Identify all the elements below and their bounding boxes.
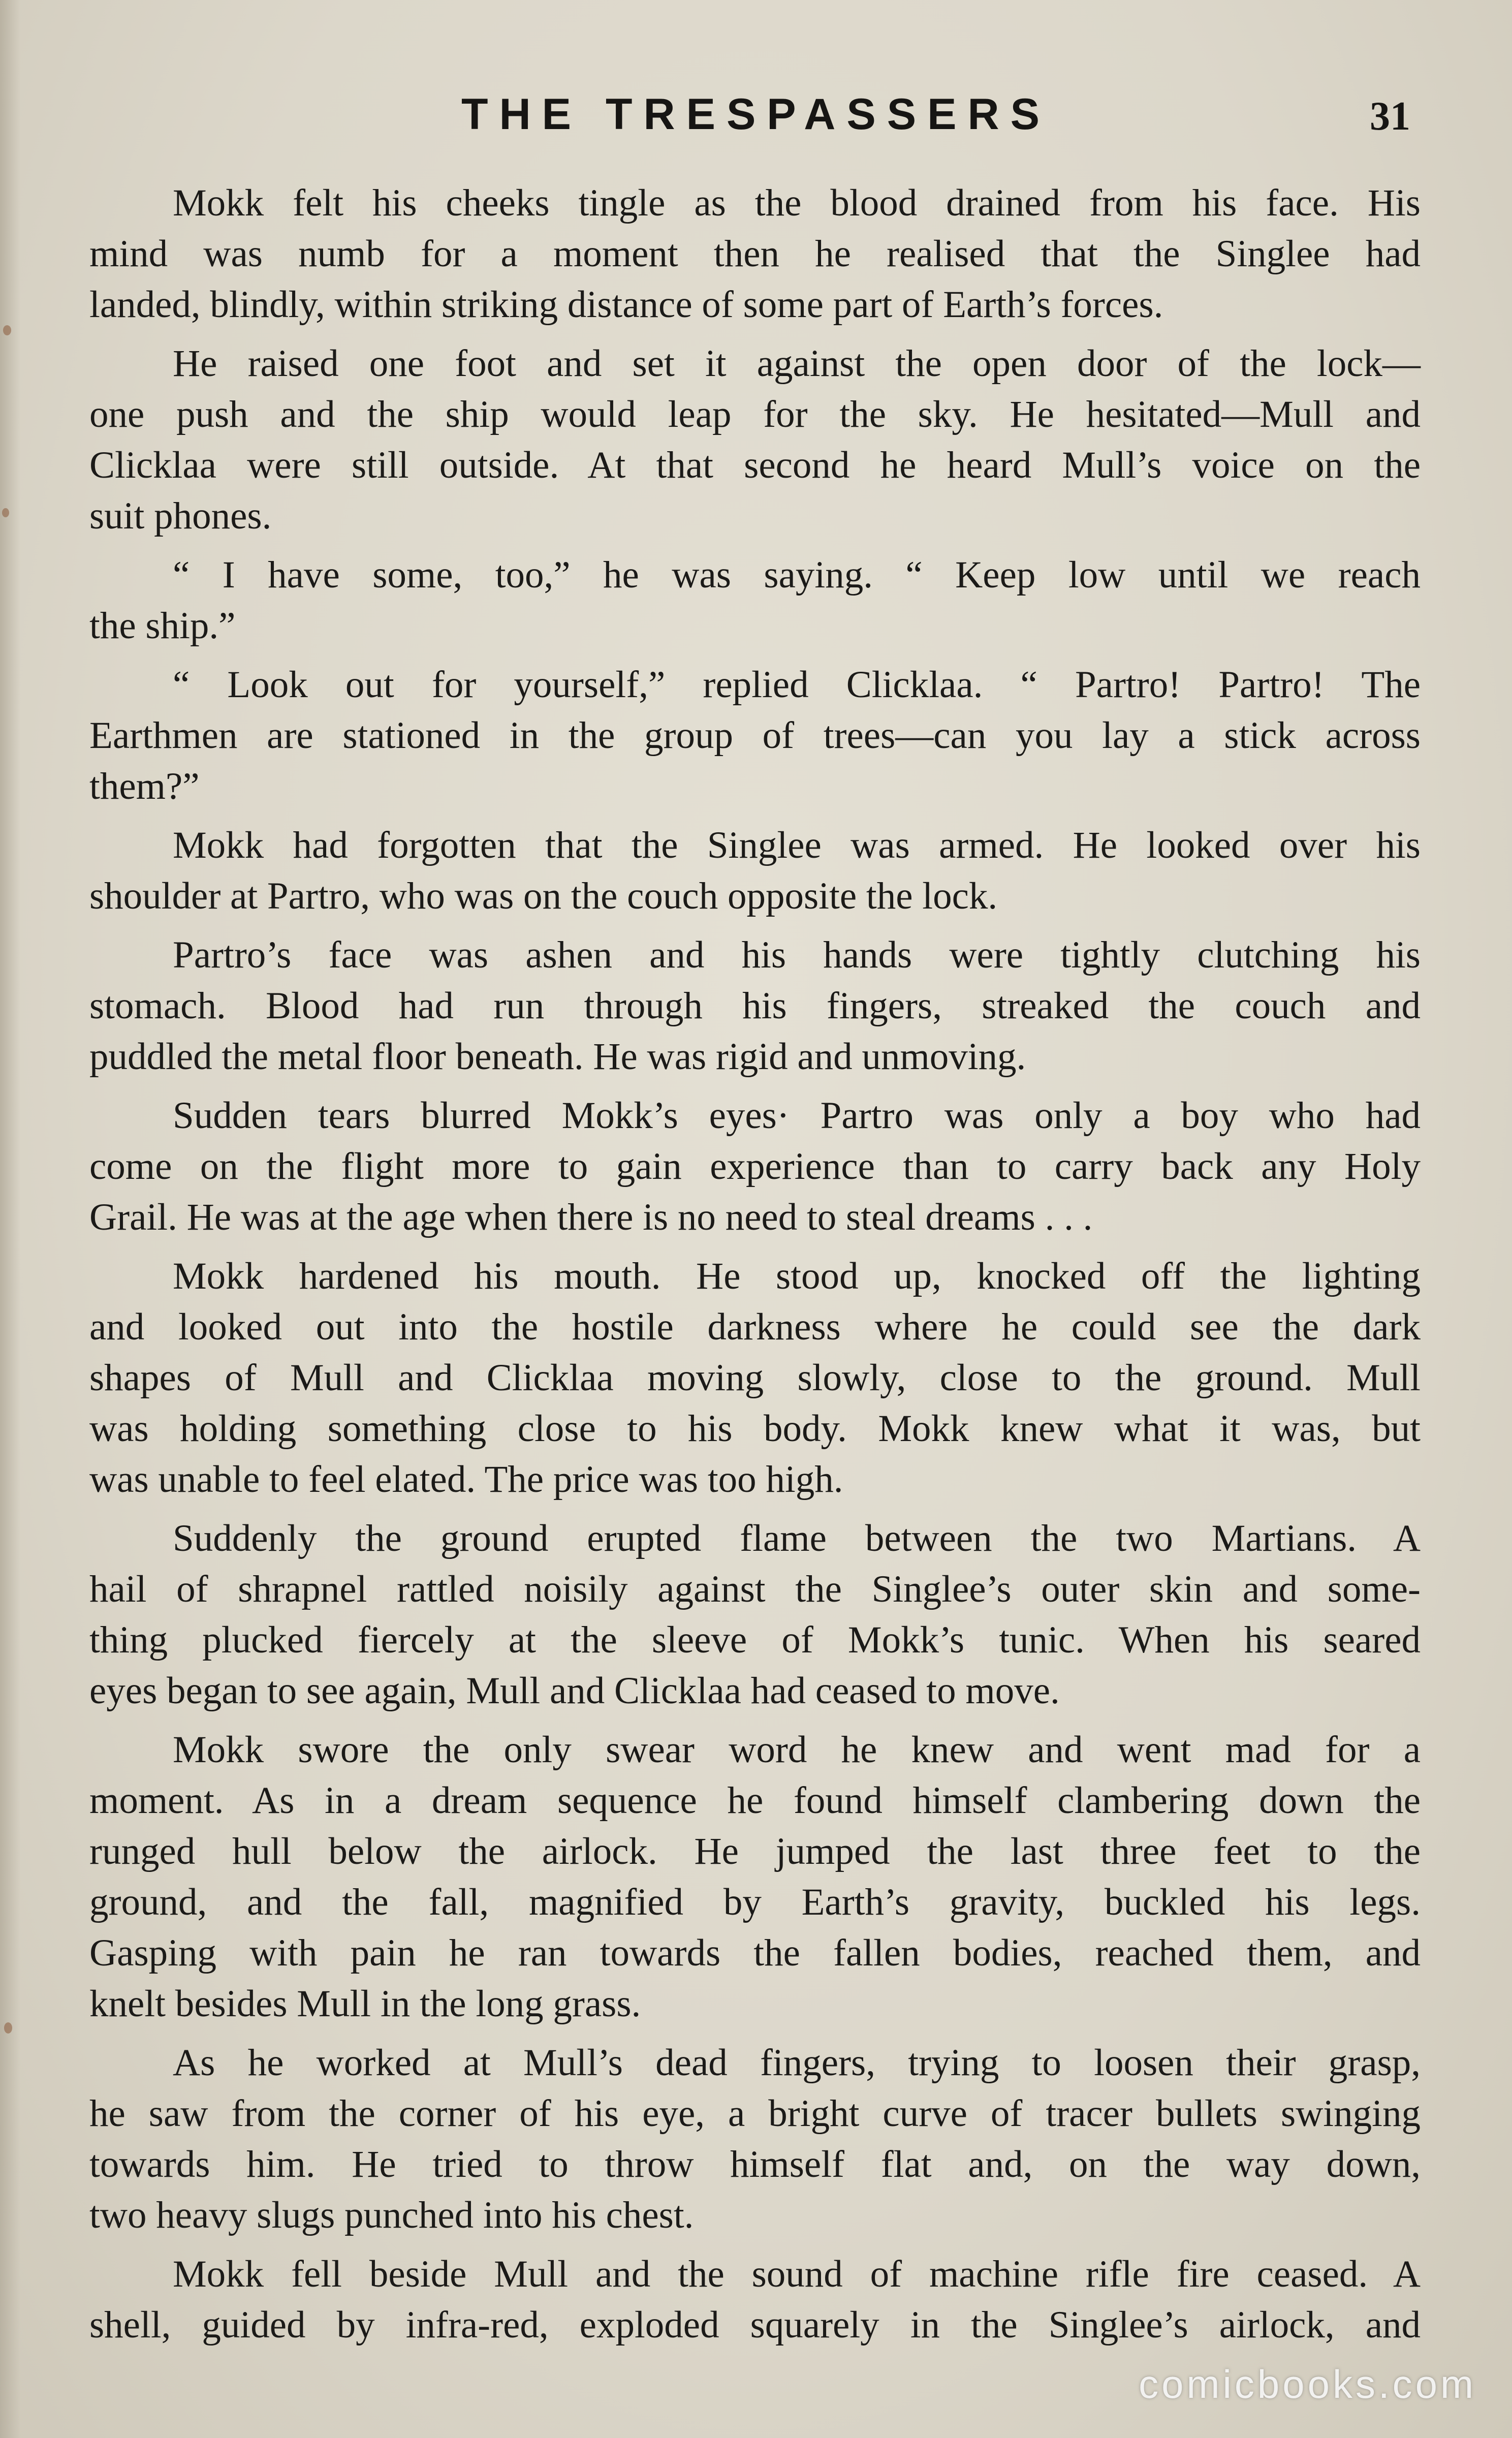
paragraph [89,2038,1421,2241]
text-line: was holding something close to his body. Mokk knew what it was, but [89,1408,1421,1450]
text-line: and looked out into the hostile darkness where he could see the dark [89,1306,1421,1348]
text-line: landed, blindly, within striking distance of some part of Earth’s forces. [89,284,1163,326]
text-line: Suddenly the ground erupted flame between the two Martians. A [173,1517,1421,1559]
paragraph [89,1090,1421,1243]
paragraph [89,1251,1421,1505]
text-line: Earthmen are stationed in the group of trees—can you lay a stick across [89,714,1421,757]
text-line: Mokk swore the only swear word he knew and went mad for a [173,1729,1421,1771]
text-line: shell, guided by infra-red, exploded squarely in the Singlee’s airlock, and [89,2304,1421,2346]
text-line: eyes began to see again, Mull and Clicklaa had ceased to move. [89,1670,1060,1712]
text-line: was unable to feel elated. The price was too high. [89,1458,843,1501]
text-line: “ Look out for yourself,” replied Clicklaa. “ Partro! Partro! The [173,664,1421,706]
text-line: ground, and the fall, magnified by Earth’s gravity, buckled his legs. [89,1881,1421,1923]
paragraph [89,2249,1421,2351]
text-line: one push and the ship would leap for the sky. He hesitated—Mull and [89,393,1421,435]
paragraph [89,1513,1421,1716]
text-line: puddled the metal floor beneath. He was rigid and unmoving. [89,1036,1026,1078]
paragraph [89,820,1421,922]
paragraph [89,550,1421,651]
text-line: moment. As in a dream sequence he found himself clambering down the [89,1779,1421,1822]
text-line: hail of shrapnel rattled noisily against the Singlee’s outer skin and some- [89,1568,1421,1610]
paragraph [89,1725,1421,2029]
text-line: shapes of Mull and Clicklaa moving slowly, close to the ground. Mull [89,1357,1421,1399]
paragraph [89,660,1421,812]
text-line: Mokk hardened his mouth. He stood up, knocked off the lighting [173,1255,1421,1297]
paragraph [89,930,1421,1082]
text-line: runged hull below the airlock. He jumped the last three feet to the [89,1830,1421,1872]
paragraph [89,178,1421,330]
text-line: He raised one foot and set it against the open door of the lock— [173,342,1421,385]
text-line: Mokk had forgotten that the Singlee was armed. He looked over his [173,824,1421,866]
text-line: shoulder at Partro, who was on the couch opposite the lock. [89,875,998,917]
text-line: two heavy slugs punched into his chest. [89,2194,694,2236]
text-line: Mokk felt his cheeks tingle as the blood drained from his face. His [173,182,1421,224]
text-line: suit phones. [89,495,272,537]
text-line: knelt besides Mull in the long grass. [89,1983,641,2025]
body-text [89,178,1421,2359]
text-line: he saw from the corner of his eye, a bright curve of tracer bullets swinging [89,2092,1421,2135]
text-line: stomach. Blood had run through his fingers, streaked the couch and [89,985,1421,1027]
text-line: the ship.” [89,605,236,647]
text-line: thing plucked fiercely at the sleeve of Mokk’s tunic. When his seared [89,1619,1421,1661]
foxing-spot [2,508,9,517]
text-line: come on the flight more to gain experience than to carry back any Holy [89,1145,1421,1187]
text-line: Partro’s face was ashen and his hands were tightly clutching his [173,934,1421,976]
text-line: Sudden tears blurred Mokk’s eyes· Partro was only a boy who had [173,1095,1421,1137]
text-line: them?” [89,765,200,807]
running-title: THE TRESPASSERS [461,90,1051,139]
foxing-spot [3,325,11,335]
page-number: 31 [1370,94,1410,139]
text-line: mind was numb for a moment then he realised that the Singlee had [89,233,1421,275]
text-line: “ I have some, too,” he was saying. “ Keep low until we reach [173,554,1421,596]
text-line: Mokk fell beside Mull and the sound of machine rifle fire ceased. A [173,2253,1421,2295]
paragraph [89,338,1421,542]
text-line: As he worked at Mull’s dead fingers, trying to loosen their grasp, [173,2042,1421,2084]
page-binding-shadow [0,0,20,2438]
text-line: towards him. He tried to throw himself flat and, on the way down, [89,2143,1421,2185]
text-line: Clicklaa were still outside. At that second he heard Mull’s voice on the [89,444,1421,486]
text-line: Grail. He was at the age when there is no need to steal dreams . . . [89,1196,1093,1238]
text-line: Gasping with pain he ran towards the fallen bodies, reached them, and [89,1932,1421,1974]
watermark: comicbooks.com [1139,2362,1476,2406]
page-header [0,86,1512,142]
foxing-spot [4,2022,12,2034]
